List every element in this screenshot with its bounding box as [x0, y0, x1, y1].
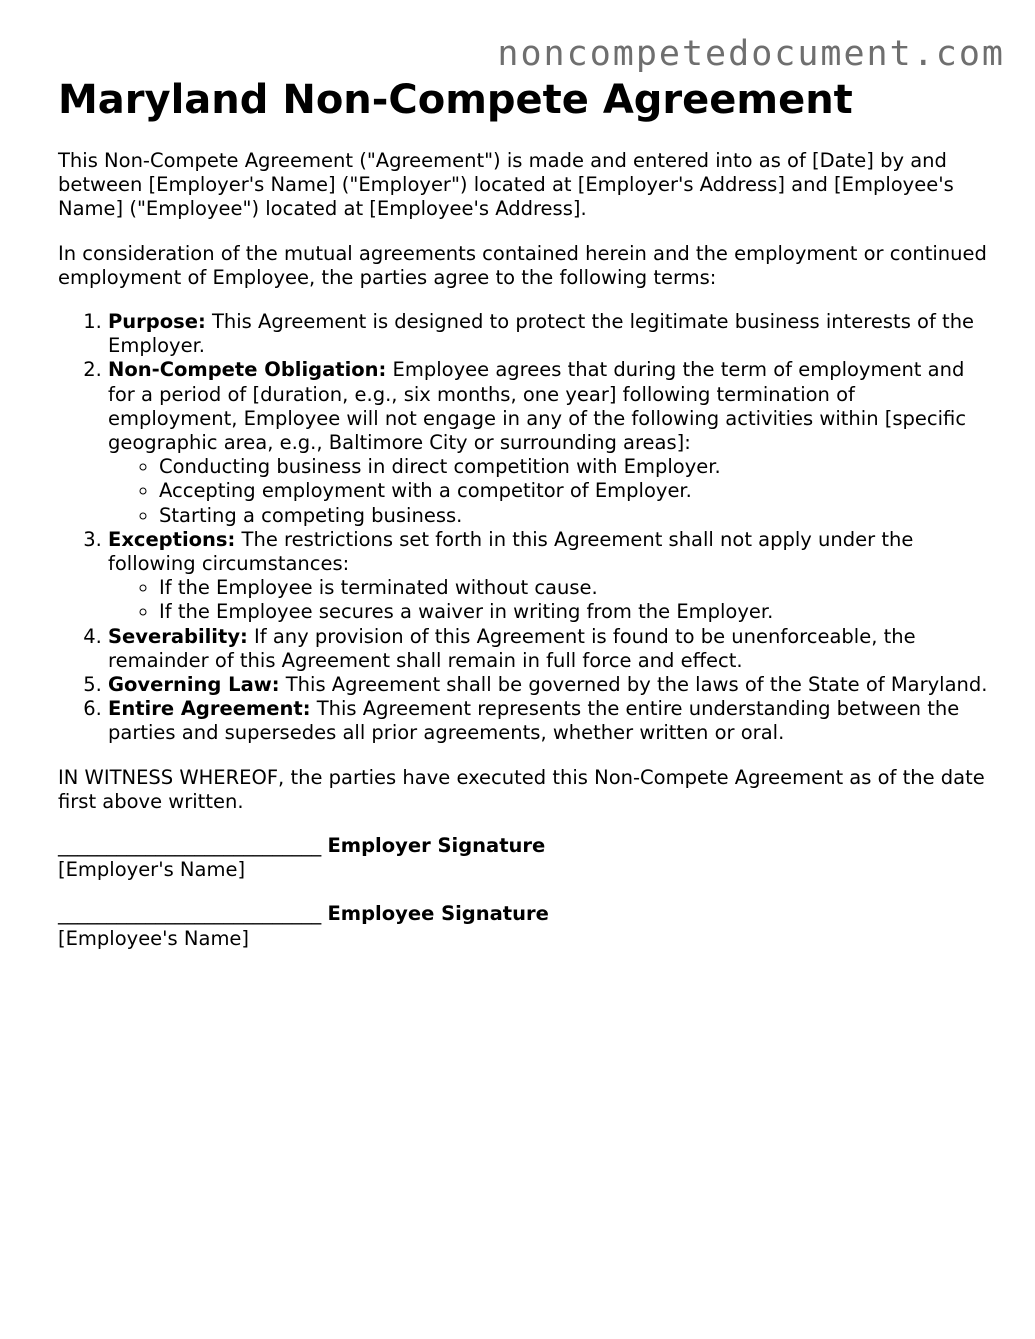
employee-name: [Employee's Name]: [58, 926, 250, 950]
employee-signature-block: [58, 902, 988, 950]
term-item-entire-agreement: [108, 697, 988, 745]
term-item-exceptions: [108, 528, 988, 625]
intro-paragraph: This Non-Compete Agreement ("Agreement") is made and entered into as of [Date] by and between [Employer's Name] ("Employer") located at [Employer's Address] and [Employee's Name] ("Employee") located at [Employee's Address].: [58, 149, 954, 221]
consideration-paragraph: In consideration of the mutual agreements contained herein and the employment or continued employment of Employee, the parties agree to the following terms:: [58, 241, 987, 289]
employer-signature-line[interactable]: ___________________________: [58, 834, 322, 858]
list-item: ◦ Starting a competing business.: [159, 504, 988, 528]
term-item-non-compete-obligation: [108, 358, 988, 527]
employee-signature-row: [58, 902, 988, 926]
term-text: If any provision of this Agreement is found to be unenforceable, the remainder of this Agreement shall remain in full force and effect.: [108, 624, 916, 672]
employer-name: [Employer's Name]: [58, 858, 246, 882]
term-item-governing-law: [108, 673, 988, 697]
employer-signature-label: Employer Signature: [327, 834, 546, 858]
list-item: ◦ If the Employee is terminated without cause.: [159, 576, 988, 600]
term-heading: Purpose:: [108, 310, 206, 334]
witness-paragraph: IN WITNESS WHEREOF, the parties have executed this Non-Compete Agreement as of the date first above written.: [58, 765, 985, 813]
document-body: [58, 149, 988, 971]
term-text: Employee agrees that during the term of employment and for a period of [duration, e.g., six months, one year] following termination of employment, Employee will not engage in any of the following activities within [specific geographic area, e.g., Baltimore City or surrounding areas]:: [108, 358, 967, 455]
page-title: Maryland Non-Compete Agreement: [58, 77, 853, 123]
term-heading: Entire Agreement:: [108, 697, 311, 721]
terms-list: [58, 310, 988, 746]
employee-signature-line[interactable]: ___________________________: [58, 902, 322, 926]
list-item: ◦ Conducting business in direct competition with Employer.: [159, 455, 988, 479]
list-item: ◦ If the Employee secures a waiver in writing from the Employer.: [159, 600, 988, 624]
term-item-severability: [108, 625, 988, 673]
term-heading: Exceptions:: [108, 527, 236, 551]
restricted-activities-list: [108, 455, 988, 528]
term-heading: Severability:: [108, 624, 248, 648]
site-watermark: noncompetedocument.com: [497, 34, 1005, 74]
term-text: This Agreement shall be governed by the laws of the State of Maryland.: [279, 673, 988, 697]
list-item: ◦ Accepting employment with a competitor of Employer.: [159, 479, 988, 503]
employee-signature-label: Employee Signature: [327, 902, 549, 926]
term-text: The restrictions set forth in this Agreement shall not apply under the following circumstances:: [108, 527, 914, 576]
employer-signature-block: [58, 834, 988, 882]
employer-signature-row: [58, 834, 988, 858]
term-heading: Non-Compete Obligation:: [108, 358, 387, 382]
term-text: This Agreement represents the entire understanding between the parties and supersedes all prior agreements, whether written or oral.: [108, 697, 960, 745]
exceptions-list: [108, 576, 988, 624]
term-text: This Agreement is designed to protect the legitimate business interests of the Employer.: [108, 310, 975, 358]
term-heading: Governing Law:: [108, 673, 280, 697]
term-item-purpose: [108, 310, 988, 358]
